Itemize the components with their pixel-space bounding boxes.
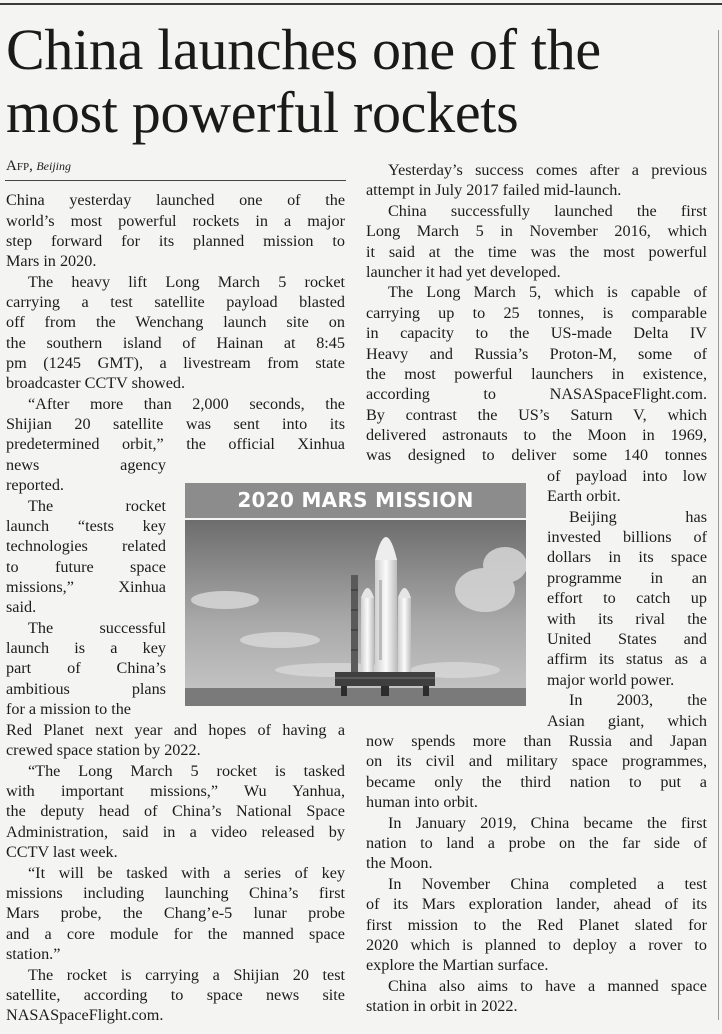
col2-line: Yesterday’s success comes after a previous <box>388 161 707 179</box>
col2-line: invested billions of <box>547 528 707 546</box>
col2-line: on its civil and military space programmes, <box>366 752 707 770</box>
headline: China launches one of the most powerful rockets <box>6 17 601 145</box>
ground <box>185 688 526 706</box>
col1-line: broadcaster CCTV showed. <box>6 374 186 392</box>
col1-line: missions including launching China’s first <box>6 884 345 902</box>
col1-line: The rocket is carrying a Shijian 20 test <box>28 966 345 984</box>
col2-line: effort to catch up <box>547 589 707 607</box>
col1-line: launch is a key <box>6 639 166 657</box>
col2-line: of payload into low <box>547 467 707 485</box>
col1-line: Red Planet next year and hopes of having a <box>6 721 345 739</box>
col1-line: off from the Wenchang launch site on <box>6 313 345 331</box>
col2-line: first mission to the Red Planet slated for <box>366 916 707 934</box>
col1-line: ambitious plans <box>6 680 166 698</box>
col2-line: In January 2019, China became the first <box>388 814 707 832</box>
col1-line: NASASpaceFlight.com. <box>6 1006 164 1024</box>
col2-line: China also aims to have a manned space <box>388 977 707 995</box>
col2-line: programme in an <box>547 569 707 587</box>
col2-line: explore the Martian surface. <box>366 956 549 974</box>
byline-place: Beijing <box>36 159 71 173</box>
col1-line: “It will be tasked with a series of key <box>28 864 345 882</box>
col2-line: Beijing has <box>569 508 707 526</box>
launch-tower <box>351 575 358 683</box>
col1-line: crewed space station by 2022. <box>6 741 201 759</box>
col1-line: “After more than 2,000 seconds, the <box>28 395 345 413</box>
col1-line: The successful <box>28 619 166 637</box>
col1-line: The heavy lift Long March 5 rocket <box>28 273 345 291</box>
column-edge-rule <box>718 30 719 1020</box>
col1-line: China yesterday launched one of the <box>6 191 345 209</box>
col2-line: according to NASASpaceFlight.com. <box>366 385 707 403</box>
col1-line: “The Long March 5 rocket is tasked <box>28 762 345 780</box>
col2-line: 2020 which is planned to deploy a rover to <box>366 936 707 954</box>
col2-line: in capacity to the US-made Delta IV <box>366 324 707 342</box>
byline-rule <box>5 180 346 181</box>
col2-line: was designed to deliver some 140 tonnes <box>366 446 707 464</box>
photo-banner: 2020 MARS MISSION <box>185 483 526 518</box>
col1-line: Mars in 2020. <box>6 252 97 270</box>
byline <box>6 157 71 176</box>
col2-line: dollars in its space <box>547 548 707 566</box>
col2-line: delivered astronauts to the Moon in 1969, <box>366 426 707 444</box>
col1-line: launch “tests key <box>6 517 166 535</box>
col1-line: with important missions,” Wu Yanhua, <box>6 782 345 800</box>
col2-line: affirm its status as a <box>547 650 707 668</box>
col2-line: became only the third nation to put a <box>366 773 707 791</box>
col2-line: The Long March 5, which is capable of <box>388 283 707 301</box>
col2-line: it said at the time was the most powerful <box>366 243 707 261</box>
col2-line: Long March 5 in November 2016, which <box>366 222 707 240</box>
col2-line: United States and <box>547 630 707 648</box>
col1-line: the southern island of Hainan at 8:45 <box>6 334 345 352</box>
col2-line: the most powerful launchers in existence, <box>366 365 707 383</box>
col1-line: satellite, according to space news site <box>6 986 345 1004</box>
col2-line: attempt in July 2017 failed mid-launch. <box>366 181 622 199</box>
col1-line: technologies related <box>6 537 166 555</box>
col2-line: Heavy and Russia’s Proton-M, some of <box>366 345 707 363</box>
col2-line: the Moon. <box>366 854 433 872</box>
col2-line: In 2003, the <box>569 691 707 709</box>
col2-line: Earth orbit. <box>547 487 621 505</box>
col2-line: now spends more than Russia and Japan <box>366 732 707 750</box>
byline-agency: Afp, <box>6 158 33 174</box>
col1-line: station.” <box>6 945 61 963</box>
col1-line: for a mission to the <box>6 700 131 718</box>
col2-line: By contrast the US’s Saturn V, which <box>366 406 707 424</box>
col1-line: said. <box>6 598 37 616</box>
col1-line: CCTV last week. <box>6 843 118 861</box>
col2-line: major world power. <box>547 671 675 689</box>
col1-line: missions,” Xinhua <box>6 578 166 596</box>
col2-line: In November China completed a test <box>388 875 707 893</box>
col2-line: of its Mars exploration lander, ahead of its <box>366 895 707 913</box>
top-rule <box>0 3 722 5</box>
col2-line: launcher it had yet developed. <box>366 263 561 281</box>
col2-line: station in orbit in 2022. <box>366 997 518 1015</box>
col1-line: pm (1245 GMT), a livestream from state <box>6 354 345 372</box>
col2-line: with its rival the <box>547 610 707 628</box>
col1-line: world’s most powerful rockets in a major <box>6 212 345 230</box>
col1-line: the deputy head of China’s National Space <box>6 802 345 820</box>
col1-line: The rocket <box>28 497 166 515</box>
col1-line: predetermined orbit,” the official Xinhua <box>6 435 345 453</box>
col2-line: China successfully launched the first <box>388 202 707 220</box>
col1-line: reported. <box>6 476 64 494</box>
photo-block <box>185 483 526 706</box>
col2-line: nation to land a probe on the far side of <box>366 834 707 852</box>
col1-line: step forward for its planned mission to <box>6 232 345 250</box>
col1-line: to future space <box>6 558 166 576</box>
col1-line: news agency <box>6 456 166 474</box>
col1-line: Shijian 20 satellite was sent into its <box>6 415 345 433</box>
col1-line: and a core module for the manned space <box>6 925 345 943</box>
col1-line: carrying a test satellite payload blasted <box>6 293 345 311</box>
col2-line: Asian giant, which <box>547 712 707 730</box>
col1-line: Mars probe, the Chang’e-5 lunar probe <box>6 904 345 922</box>
col1-line: part of China’s <box>6 659 166 677</box>
rocket-photo <box>185 520 526 706</box>
col1-line: Administration, said in a video released by <box>6 823 345 841</box>
col2-line: human into orbit. <box>366 793 478 811</box>
col2-line: carrying up to 25 tonnes, is comparable <box>366 304 707 322</box>
